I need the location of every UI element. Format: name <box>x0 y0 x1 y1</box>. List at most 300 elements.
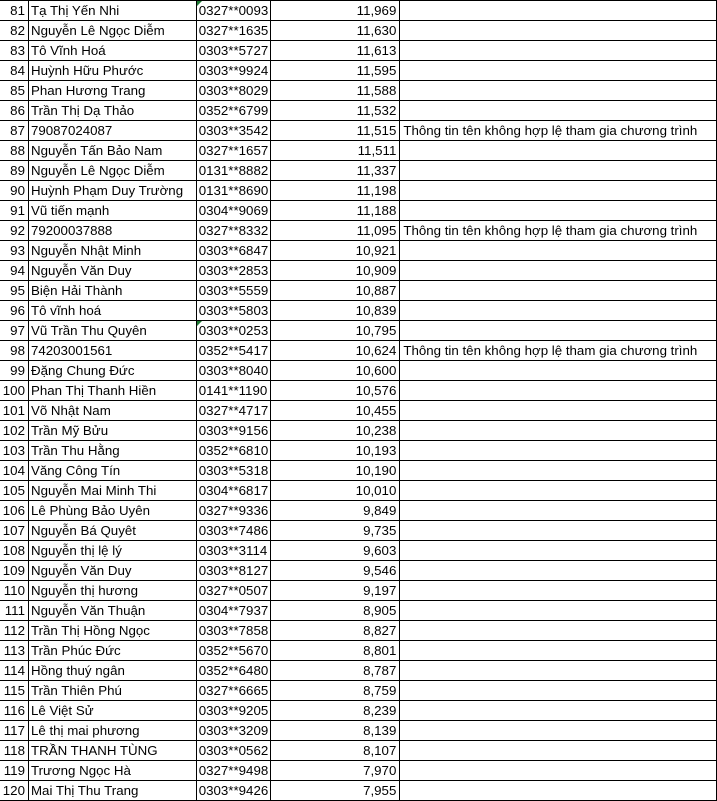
name-cell[interactable] <box>28 461 196 481</box>
note-cell[interactable] <box>400 441 717 461</box>
score-cell[interactable] <box>271 181 400 201</box>
row-number-cell[interactable] <box>0 641 28 661</box>
row-number-cell-text: 114 <box>3 663 25 678</box>
row-number-cell[interactable] <box>0 621 28 641</box>
score-cell[interactable] <box>271 161 400 181</box>
phone-cell[interactable] <box>196 21 271 41</box>
row-number-cell-text: 91 <box>10 203 25 218</box>
row-number-cell[interactable] <box>0 541 28 561</box>
row-number-cell-text: 110 <box>3 583 25 598</box>
score-cell-text: 7,955 <box>363 783 397 798</box>
row-number-cell-text: 108 <box>2 543 25 558</box>
table-row <box>0 121 717 141</box>
score-cell[interactable] <box>271 701 400 721</box>
score-cell[interactable] <box>271 361 400 381</box>
score-cell[interactable] <box>271 501 400 521</box>
table-row <box>0 321 717 341</box>
score-cell-text: 8,139 <box>363 723 397 738</box>
phone-cell[interactable] <box>196 281 271 301</box>
name-cell[interactable] <box>28 661 196 681</box>
phone-cell-text: 0303**8127 <box>198 563 269 578</box>
score-cell-text: 10,909 <box>355 263 397 278</box>
score-cell-text: 11,613 <box>356 43 397 58</box>
phone-cell[interactable] <box>196 481 271 501</box>
name-cell[interactable] <box>28 61 196 81</box>
row-number-cell-text: 89 <box>10 163 25 178</box>
phone-cell[interactable] <box>196 341 271 361</box>
row-number-cell[interactable] <box>0 501 28 521</box>
score-cell[interactable] <box>271 81 400 101</box>
phone-cell[interactable] <box>196 621 271 641</box>
table-row <box>0 341 717 361</box>
score-cell[interactable] <box>271 661 400 681</box>
name-cell-text: Nguyễn Tấn Bảo Nam <box>30 143 163 158</box>
score-cell-text: 10,887 <box>355 283 397 298</box>
phone-cell-text: 0303**2853 <box>198 263 269 278</box>
row-number-cell[interactable] <box>0 161 28 181</box>
row-number-cell[interactable] <box>0 281 28 301</box>
phone-cell-text: 0303**3114 <box>198 543 268 558</box>
name-cell[interactable] <box>28 301 196 321</box>
phone-cell[interactable] <box>196 421 271 441</box>
name-cell[interactable] <box>28 401 196 421</box>
note-cell[interactable] <box>400 641 717 661</box>
phone-cell-text: 0327**1657 <box>198 143 269 158</box>
name-cell[interactable] <box>28 261 196 281</box>
phone-cell[interactable] <box>196 401 271 421</box>
score-cell-text: 10,455 <box>355 403 397 418</box>
note-cell[interactable] <box>400 761 717 781</box>
name-cell-text: Huỳnh Phạm Duy Trường <box>30 183 184 198</box>
note-cell[interactable] <box>400 721 717 741</box>
name-cell[interactable] <box>28 761 196 781</box>
note-cell[interactable] <box>400 341 717 361</box>
score-cell-text: 9,603 <box>363 543 397 558</box>
phone-cell-text: 0131**8882 <box>198 163 269 178</box>
note-cell[interactable] <box>400 581 717 601</box>
score-cell[interactable] <box>271 121 400 141</box>
table-row <box>0 61 717 81</box>
score-cell[interactable] <box>271 381 400 401</box>
score-cell[interactable] <box>271 521 400 541</box>
row-number-cell[interactable] <box>0 261 28 281</box>
score-cell[interactable] <box>271 421 400 441</box>
phone-cell-text: 0303**5559 <box>198 283 269 298</box>
row-number-cell[interactable] <box>0 461 28 481</box>
phone-cell[interactable] <box>196 721 271 741</box>
score-cell[interactable] <box>271 201 400 221</box>
name-cell[interactable] <box>28 241 196 261</box>
row-number-cell[interactable] <box>0 561 28 581</box>
row-number-cell[interactable] <box>0 741 28 761</box>
row-number-cell-text: 94 <box>10 263 25 278</box>
name-cell-text: Võ Nhật Nam <box>30 403 111 418</box>
row-number-cell[interactable] <box>0 241 28 261</box>
name-cell[interactable] <box>28 521 196 541</box>
name-cell[interactable] <box>28 81 196 101</box>
phone-cell[interactable] <box>196 1 271 21</box>
score-cell[interactable] <box>271 141 400 161</box>
row-number-cell-text: 82 <box>10 23 25 38</box>
score-cell[interactable] <box>271 1 400 21</box>
score-cell[interactable] <box>271 601 400 621</box>
score-cell[interactable] <box>271 761 400 781</box>
row-number-cell-text: 99 <box>10 363 25 378</box>
phone-cell-text: 0304**6817 <box>198 483 269 498</box>
note-cell[interactable] <box>400 321 717 341</box>
phone-cell[interactable] <box>196 61 271 81</box>
phone-cell[interactable] <box>196 661 271 681</box>
phone-cell[interactable] <box>196 601 271 621</box>
phone-cell[interactable] <box>196 161 271 181</box>
phone-cell-text: 0303**5727 <box>198 43 269 58</box>
note-cell[interactable] <box>400 121 717 141</box>
phone-cell-text: 0352**6480 <box>198 663 269 678</box>
name-cell[interactable] <box>28 341 196 361</box>
score-cell-text: 10,193 <box>355 443 397 458</box>
note-cell[interactable] <box>400 301 717 321</box>
name-cell[interactable] <box>28 221 196 241</box>
phone-cell[interactable] <box>196 361 271 381</box>
name-cell[interactable] <box>28 41 196 61</box>
row-number-cell[interactable] <box>0 201 28 221</box>
name-cell[interactable] <box>28 601 196 621</box>
phone-cell-text: 0327**4717 <box>198 403 269 418</box>
table-row <box>0 581 717 601</box>
name-cell-text: Nguyễn Văn Thuận <box>30 603 146 618</box>
note-cell[interactable] <box>400 101 717 121</box>
phone-cell[interactable] <box>196 641 271 661</box>
name-cell[interactable] <box>28 701 196 721</box>
row-number-cell[interactable] <box>0 721 28 741</box>
score-cell-text: 11,595 <box>356 63 397 78</box>
score-cell-text: 10,921 <box>355 243 397 258</box>
score-cell-text: 11,511 <box>357 143 397 158</box>
row-number-cell[interactable] <box>0 21 28 41</box>
note-cell[interactable] <box>400 421 717 441</box>
row-number-cell[interactable] <box>0 81 28 101</box>
phone-cell[interactable] <box>196 381 271 401</box>
phone-cell-text: 0327**9498 <box>198 763 269 778</box>
phone-cell[interactable] <box>196 501 271 521</box>
note-cell[interactable] <box>400 521 717 541</box>
score-cell[interactable] <box>271 641 400 661</box>
table-row <box>0 441 717 461</box>
name-cell[interactable] <box>28 641 196 661</box>
row-number-cell[interactable] <box>0 321 28 341</box>
name-cell[interactable] <box>28 181 196 201</box>
phone-cell[interactable] <box>196 201 271 221</box>
score-cell[interactable] <box>271 341 400 361</box>
name-cell[interactable] <box>28 681 196 701</box>
note-cell[interactable] <box>400 681 717 701</box>
note-cell[interactable] <box>400 41 717 61</box>
note-cell[interactable] <box>400 141 717 161</box>
name-cell[interactable] <box>28 741 196 761</box>
note-cell[interactable] <box>400 741 717 761</box>
row-number-cell-text: 117 <box>3 723 25 738</box>
note-cell[interactable] <box>400 501 717 521</box>
score-cell[interactable] <box>271 461 400 481</box>
phone-cell[interactable] <box>196 681 271 701</box>
phone-cell-text: 0304**9069 <box>198 203 269 218</box>
phone-cell[interactable] <box>196 101 271 121</box>
row-number-cell[interactable] <box>0 61 28 81</box>
note-cell[interactable] <box>400 621 717 641</box>
row-number-cell-text: 115 <box>3 683 25 698</box>
score-cell[interactable] <box>271 401 400 421</box>
table-row <box>0 241 717 261</box>
note-cell[interactable] <box>400 461 717 481</box>
note-cell[interactable] <box>400 241 717 261</box>
note-cell[interactable] <box>400 261 717 281</box>
table-row <box>0 721 717 741</box>
row-number-cell[interactable] <box>0 301 28 321</box>
note-cell[interactable] <box>400 61 717 81</box>
row-number-cell-text: 116 <box>3 703 25 718</box>
row-number-cell[interactable] <box>0 701 28 721</box>
score-cell[interactable] <box>271 101 400 121</box>
name-cell-text: Trần Thị Hồng Ngọc <box>30 623 150 638</box>
row-number-cell[interactable] <box>0 481 28 501</box>
note-cell[interactable] <box>400 181 717 201</box>
phone-cell-text: 0303**9156 <box>198 423 269 438</box>
phone-cell[interactable] <box>196 541 271 561</box>
name-cell-text: 79200037888 <box>30 223 113 238</box>
name-cell-text: Mai Thị Thu Trang <box>30 783 139 798</box>
phone-cell[interactable] <box>196 781 271 801</box>
row-number-cell-text: 88 <box>10 143 25 158</box>
row-number-cell[interactable] <box>0 121 28 141</box>
score-cell[interactable] <box>271 541 400 561</box>
table-row <box>0 561 717 581</box>
score-cell-text: 11,188 <box>356 203 397 218</box>
score-cell-text: 8,759 <box>363 683 397 698</box>
phone-cell[interactable] <box>196 461 271 481</box>
row-number-cell[interactable] <box>0 141 28 161</box>
name-cell-text: Huỳnh Hữu Phước <box>30 63 144 78</box>
score-cell[interactable] <box>271 21 400 41</box>
note-cell[interactable] <box>400 281 717 301</box>
name-cell[interactable] <box>28 541 196 561</box>
phone-cell[interactable] <box>196 221 271 241</box>
phone-cell[interactable] <box>196 441 271 461</box>
name-cell[interactable] <box>28 381 196 401</box>
row-number-cell[interactable] <box>0 41 28 61</box>
score-cell[interactable] <box>271 481 400 501</box>
score-cell-text: 7,970 <box>363 763 397 778</box>
name-cell[interactable] <box>28 561 196 581</box>
name-cell-text: Lê Phùng Bảo Uyên <box>30 503 150 518</box>
row-number-cell[interactable] <box>0 361 28 381</box>
name-cell[interactable] <box>28 121 196 141</box>
note-cell[interactable] <box>400 161 717 181</box>
score-cell[interactable] <box>271 781 400 801</box>
row-number-cell[interactable] <box>0 681 28 701</box>
row-number-cell[interactable] <box>0 761 28 781</box>
score-cell-text: 8,107 <box>363 743 397 758</box>
note-cell[interactable] <box>400 601 717 621</box>
score-cell[interactable] <box>271 301 400 321</box>
score-cell[interactable] <box>271 441 400 461</box>
phone-cell[interactable] <box>196 141 271 161</box>
note-cell[interactable] <box>400 661 717 681</box>
score-cell[interactable] <box>271 61 400 81</box>
row-number-cell-text: 120 <box>2 783 25 798</box>
table-row <box>0 401 717 421</box>
note-cell[interactable] <box>400 561 717 581</box>
name-cell[interactable] <box>28 441 196 461</box>
phone-cell[interactable] <box>196 181 271 201</box>
note-cell[interactable] <box>400 541 717 561</box>
phone-cell[interactable] <box>196 81 271 101</box>
row-number-cell-text: 93 <box>10 243 25 258</box>
row-number-cell[interactable] <box>0 1 28 21</box>
name-cell-text: Văng Công Tín <box>30 463 121 478</box>
name-cell-text: Nguyễn Mai Minh Thi <box>30 483 157 498</box>
note-cell[interactable] <box>400 21 717 41</box>
note-cell[interactable] <box>400 201 717 221</box>
score-cell[interactable] <box>271 621 400 641</box>
note-cell[interactable] <box>400 221 717 241</box>
name-cell-text: Nguyễn Bá Quyêt <box>30 523 136 538</box>
note-cell[interactable] <box>400 701 717 721</box>
note-cell[interactable] <box>400 361 717 381</box>
row-number-cell[interactable] <box>0 601 28 621</box>
name-cell[interactable] <box>28 581 196 601</box>
phone-cell[interactable] <box>196 581 271 601</box>
table-row <box>0 361 717 381</box>
name-cell-text: Nguyễn thị hương <box>30 583 139 598</box>
name-cell[interactable] <box>28 501 196 521</box>
score-cell[interactable] <box>271 261 400 281</box>
phone-cell-text: 0327**6665 <box>198 683 269 698</box>
row-number-cell-text: 92 <box>10 223 25 238</box>
score-cell[interactable] <box>271 41 400 61</box>
note-cell[interactable] <box>400 81 717 101</box>
note-cell-text: Thông tin tên không hợp lệ tham gia chương trình <box>403 343 698 358</box>
score-cell-text: 10,795 <box>355 323 397 338</box>
phone-cell[interactable] <box>196 321 271 341</box>
score-cell-text: 9,546 <box>363 563 397 578</box>
name-cell-text: Nguyễn Lê Ngọc Diễm <box>30 23 165 38</box>
row-number-cell[interactable] <box>0 181 28 201</box>
phone-cell[interactable] <box>196 301 271 321</box>
row-number-cell[interactable] <box>0 421 28 441</box>
name-cell-text: 74203001561 <box>30 343 113 358</box>
row-number-cell[interactable] <box>0 581 28 601</box>
error-indicator-icon[interactable] <box>197 1 202 6</box>
phone-cell[interactable] <box>196 741 271 761</box>
row-number-cell[interactable] <box>0 221 28 241</box>
row-number-cell[interactable] <box>0 341 28 361</box>
name-cell-text: Nguyễn Văn Duy <box>30 263 132 278</box>
name-cell[interactable] <box>28 101 196 121</box>
name-cell[interactable] <box>28 481 196 501</box>
score-cell[interactable] <box>271 681 400 701</box>
phone-cell[interactable] <box>196 761 271 781</box>
name-cell[interactable] <box>28 781 196 801</box>
score-cell-text: 8,239 <box>363 703 397 718</box>
table-row <box>0 421 717 441</box>
name-cell[interactable] <box>28 321 196 341</box>
phone-cell-text: 0352**6810 <box>198 443 269 458</box>
name-cell[interactable] <box>28 361 196 381</box>
score-cell[interactable] <box>271 561 400 581</box>
phone-cell[interactable] <box>196 701 271 721</box>
note-cell[interactable] <box>400 381 717 401</box>
name-cell[interactable] <box>28 21 196 41</box>
table-row <box>0 501 717 521</box>
phone-cell[interactable] <box>196 521 271 541</box>
row-number-cell[interactable] <box>0 521 28 541</box>
note-cell[interactable] <box>400 401 717 421</box>
row-number-cell-text: 118 <box>3 743 25 758</box>
name-cell[interactable] <box>28 141 196 161</box>
row-number-cell[interactable] <box>0 101 28 121</box>
name-cell[interactable] <box>28 421 196 441</box>
table-row <box>0 161 717 181</box>
note-cell[interactable] <box>400 781 717 801</box>
phone-cell-text: 0327**9336 <box>198 503 269 518</box>
phone-cell-text: 0352**5417 <box>198 343 269 358</box>
name-cell[interactable] <box>28 621 196 641</box>
row-number-cell[interactable] <box>0 401 28 421</box>
table-row <box>0 21 717 41</box>
table-row <box>0 521 717 541</box>
phone-cell[interactable] <box>196 561 271 581</box>
name-cell-text: Vũ tiến mạnh <box>30 203 110 218</box>
name-cell[interactable] <box>28 161 196 181</box>
score-cell[interactable] <box>271 741 400 761</box>
note-cell[interactable] <box>400 481 717 501</box>
row-number-cell[interactable] <box>0 441 28 461</box>
row-number-cell[interactable] <box>0 381 28 401</box>
phone-cell[interactable] <box>196 241 271 261</box>
score-cell[interactable] <box>271 721 400 741</box>
phone-cell-text: 0303**0562 <box>198 743 269 758</box>
phone-cell-text: 0303**3209 <box>198 723 269 738</box>
name-cell[interactable] <box>28 721 196 741</box>
phone-cell-text: 0303**7486 <box>198 523 269 538</box>
name-cell-text: Lê thị mai phương <box>30 723 140 738</box>
name-cell[interactable] <box>28 281 196 301</box>
name-cell-text: Phan Hương Trang <box>30 83 146 98</box>
table-row <box>0 181 717 201</box>
row-number-cell[interactable] <box>0 661 28 681</box>
score-cell[interactable] <box>271 581 400 601</box>
row-number-cell-text: 106 <box>2 503 25 518</box>
name-cell[interactable] <box>28 1 196 21</box>
row-number-cell-text: 97 <box>10 323 25 338</box>
phone-cell[interactable] <box>196 121 271 141</box>
score-cell[interactable] <box>271 241 400 261</box>
score-cell-text: 11,095 <box>356 223 397 238</box>
name-cell[interactable] <box>28 201 196 221</box>
error-indicator-icon[interactable] <box>197 321 202 326</box>
row-number-cell[interactable] <box>0 781 28 801</box>
note-cell[interactable] <box>400 1 717 21</box>
score-cell[interactable] <box>271 221 400 241</box>
score-cell[interactable] <box>271 281 400 301</box>
row-number-cell-text: 98 <box>10 343 25 358</box>
score-cell-text: 10,190 <box>355 463 397 478</box>
score-cell[interactable] <box>271 321 400 341</box>
phone-cell-text: 0303**3542 <box>198 123 269 138</box>
phone-cell[interactable] <box>196 261 271 281</box>
phone-cell[interactable] <box>196 41 271 61</box>
table-row <box>0 281 717 301</box>
